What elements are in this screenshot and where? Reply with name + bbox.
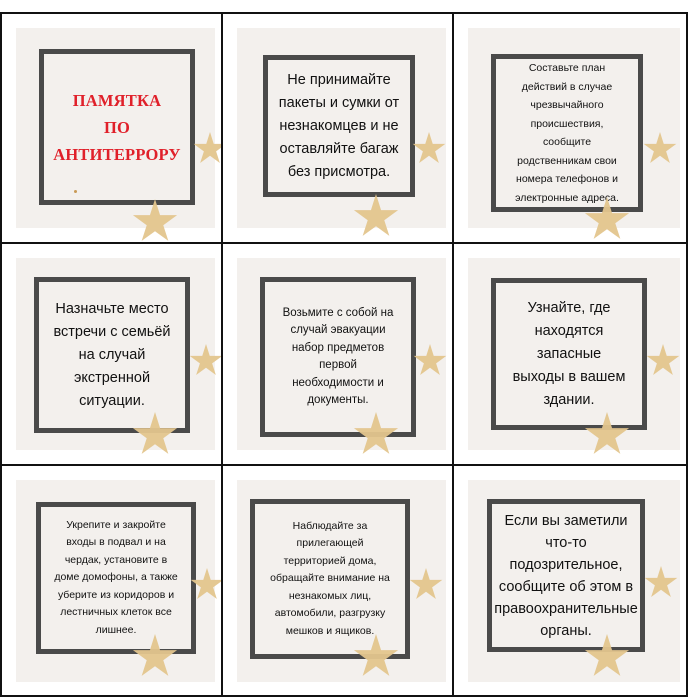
cell-suspicious (454, 466, 686, 696)
cell-title (2, 14, 223, 244)
tip-text: Узнайте, где находятся запасные выходы в вашем здании. (512, 299, 626, 408)
cell-exits (454, 244, 686, 466)
tip-frame (491, 278, 647, 430)
cell-luggage (223, 14, 454, 244)
cell-basement (2, 466, 223, 696)
tip-frame (36, 502, 196, 654)
tip-text: Наблюдайте за прилегающей территорией дома, обращайте внимание на незнакомых лиц, автомобили, разгрузку мешков и ящиков. (270, 519, 390, 637)
tip-frame (260, 277, 416, 437)
tip-text: Если вы заметили что-то подозрительное, сообщите об этом в правоохранительные органы. (494, 512, 638, 639)
tip-text: Укрепите и закройте входы в подвал и на чердак, установите в доме домофоны, а также уберите из коридоров и лестничных клеток все лишнее. (54, 518, 178, 636)
memo-title: ПАМЯТКА ПО АНТИТЕРРОРУ (53, 90, 181, 164)
cell-watch (223, 466, 454, 696)
cell-plan (454, 14, 686, 244)
tip-text: Не принимайте пакеты и сумки от незнакомцев и не оставляйте багаж без присмотра. (278, 71, 400, 180)
tip-text: Возьмите с собой на случай эвакуации набор предметов первой необходимости и документы. (282, 306, 394, 406)
sparkle-dot (74, 190, 77, 193)
tip-frame (250, 499, 410, 659)
title-frame (39, 49, 195, 205)
tip-frame (491, 54, 643, 212)
tip-text: Составьте план действий в случае чрезвычайного происшествия, сообщите родственникам свои номера телефонов и электронные адреса. (515, 62, 619, 204)
cell-meeting (2, 244, 223, 466)
tip-frame (487, 499, 645, 652)
memo-grid (0, 12, 688, 697)
tip-frame (263, 55, 415, 197)
cell-evacuation (223, 244, 454, 466)
tip-text: Назначьте место встречи с семьёй на случай экстренной ситуации. (53, 300, 171, 409)
tip-frame (34, 277, 190, 433)
